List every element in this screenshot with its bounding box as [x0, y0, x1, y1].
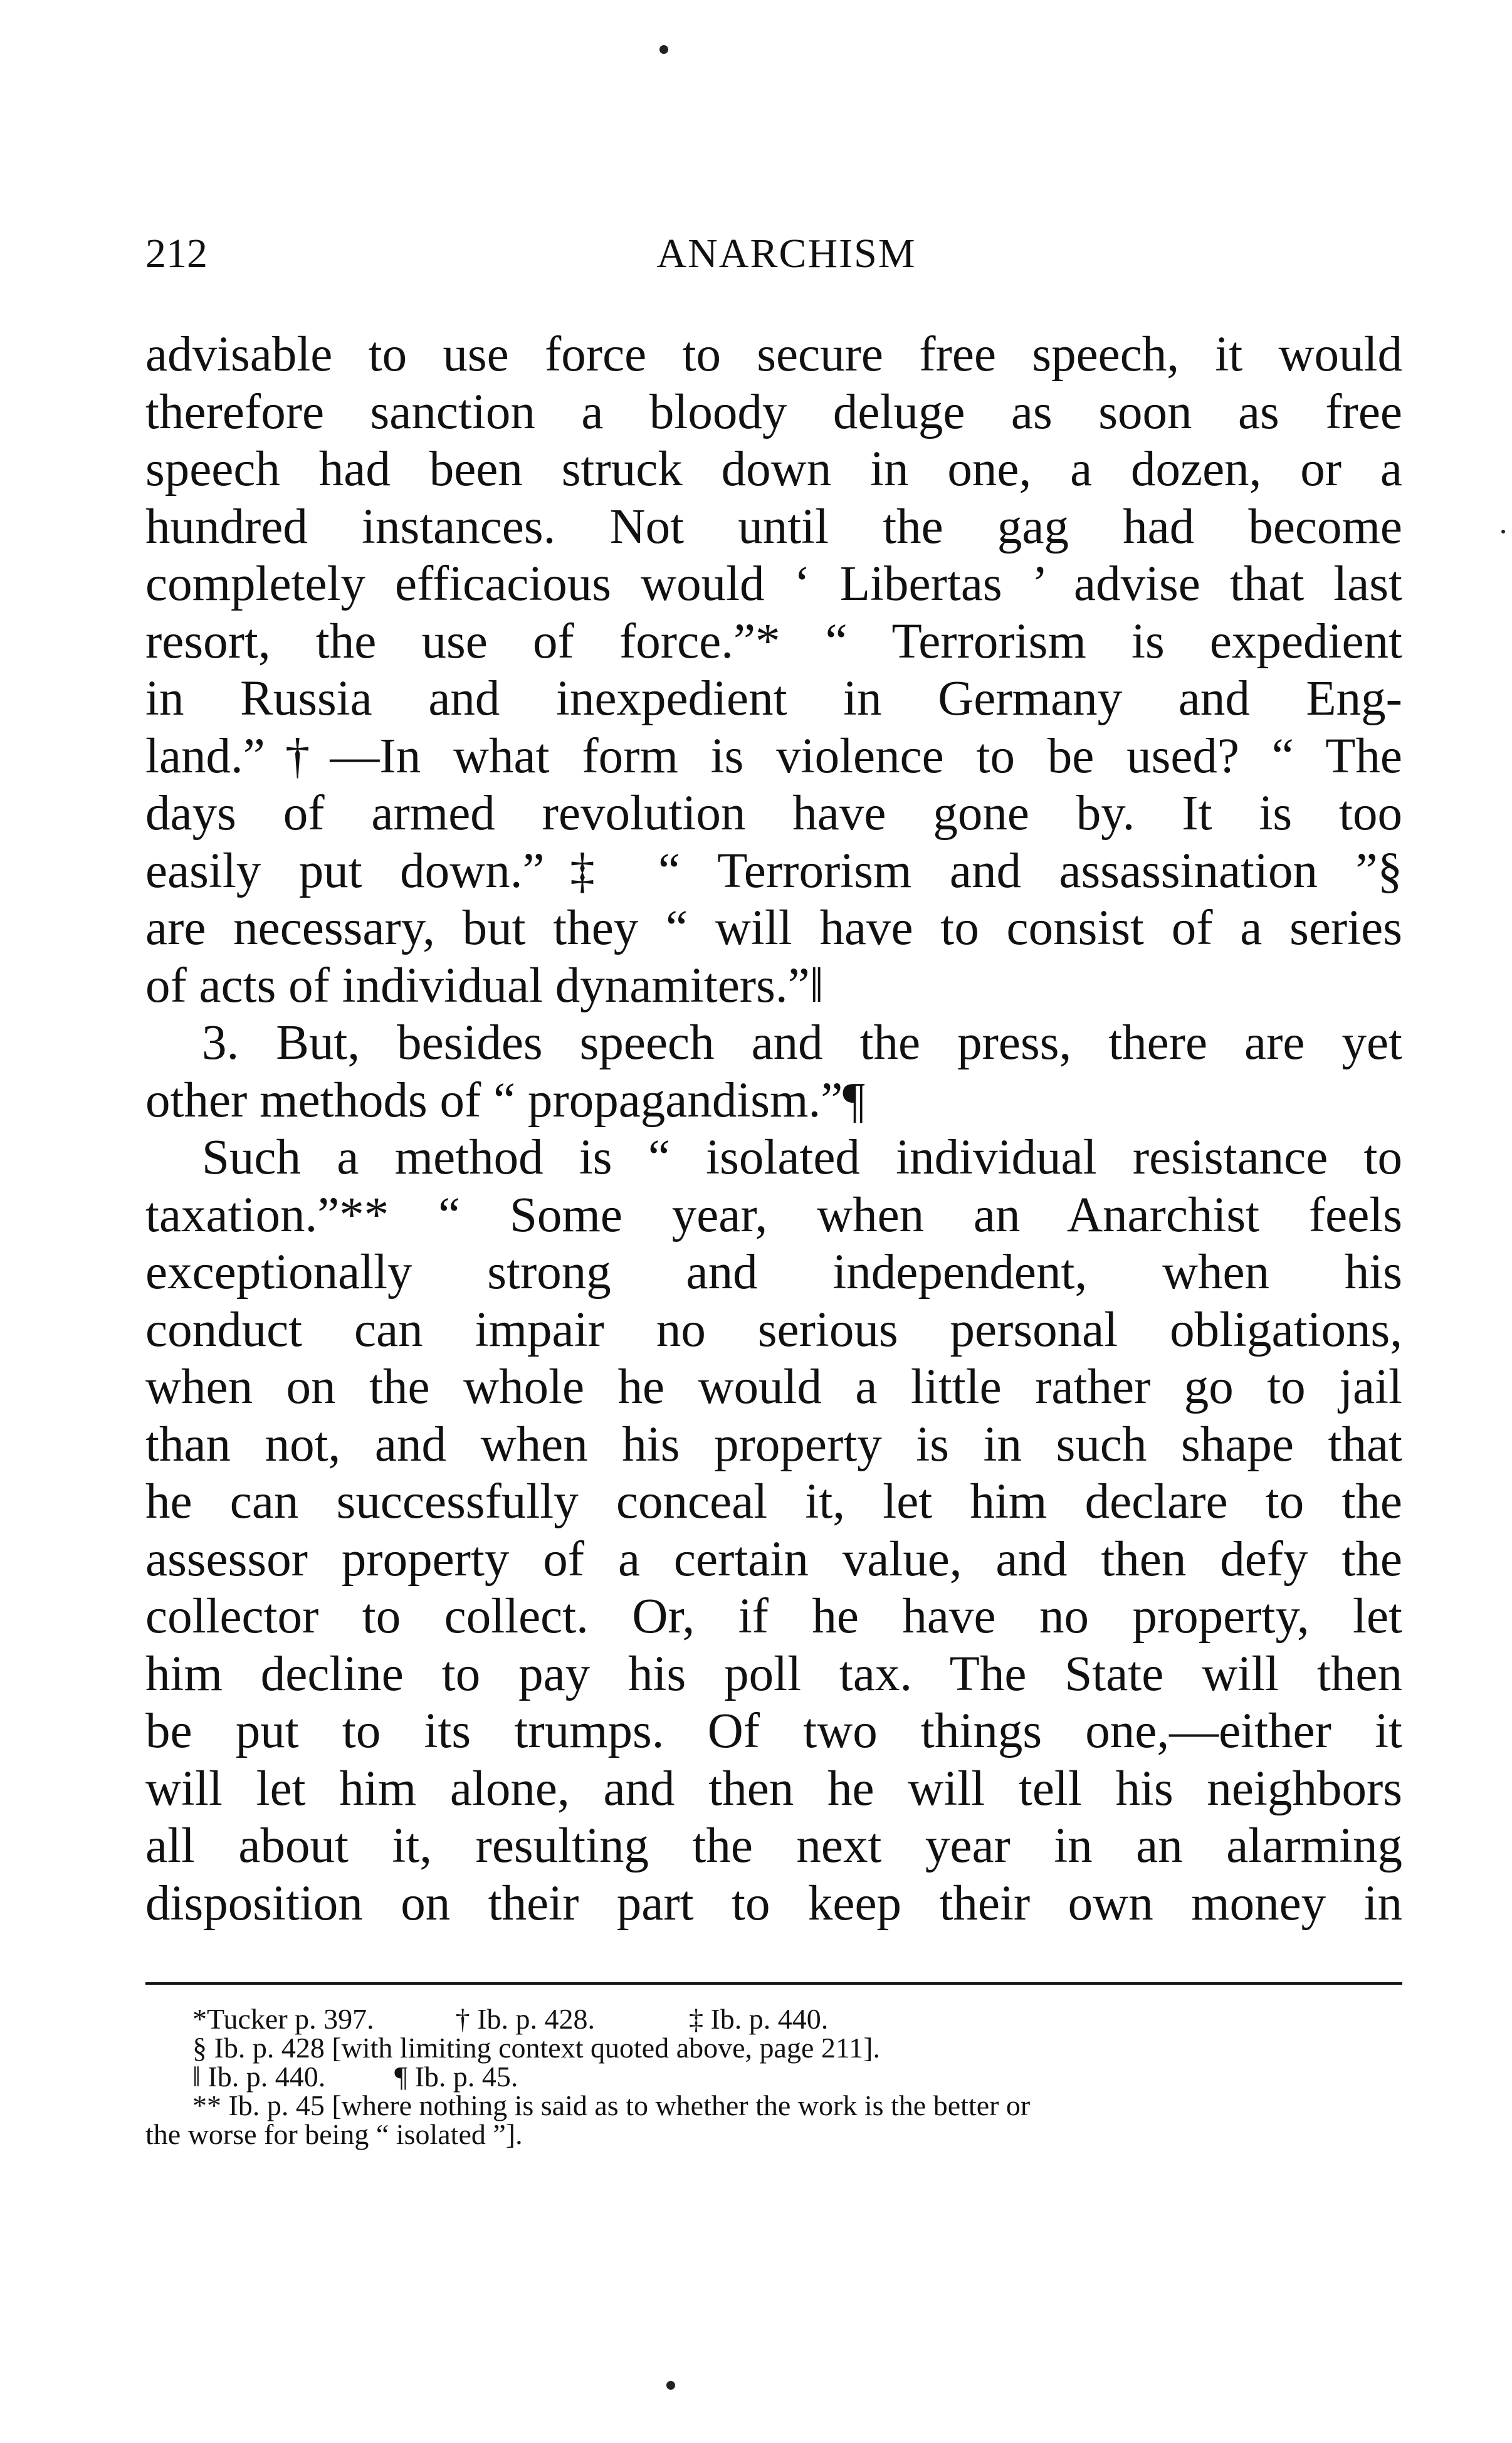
text-line: days of armed revolution have gone by. It is too	[145, 786, 1402, 841]
footnote-ib-440-b: ‖ Ib. p. 440.	[192, 2061, 326, 2093]
text-line: will let him alone, and then he will tell his neighbors	[145, 1761, 1402, 1816]
footnote-ib-45: ¶ Ib. p. 45.	[394, 2061, 518, 2093]
text-line: are necessary, but they “ will have to consist of a series	[145, 901, 1402, 955]
footnote-line	[145, 2062, 1402, 2091]
text-line: advisable to use force to secure free speech, it would	[145, 327, 1402, 382]
footnote-ib-428: † Ib. p. 428.	[455, 2003, 595, 2035]
footnote-line	[145, 2005, 1402, 2034]
text-line: him decline to pay his poll tax. The State will then	[145, 1646, 1402, 1701]
text-line: other methods of “ propagandism.”¶	[145, 1073, 866, 1128]
text-line: he can successfully conceal it, let him declare to the	[145, 1474, 1402, 1529]
footnote-line: § Ib. p. 428 [with limiting context quoted above, page 211].	[192, 2032, 880, 2064]
page-number: 212	[145, 231, 207, 276]
footnote-divider	[145, 1982, 1402, 1985]
text-line: when on the whole he would a little rather go to jail	[145, 1360, 1402, 1414]
text-line: conduct can impair no serious personal obligations,	[145, 1302, 1402, 1357]
text-line: collector to collect. Or, if he have no property, let	[145, 1589, 1402, 1644]
footnote-tucker: *Tucker p. 397.	[192, 2003, 374, 2035]
footnote-ib-440: ‡ Ib. p. 440.	[688, 2003, 829, 2035]
text-line: all about it, resulting the next year in an alarming	[145, 1819, 1402, 1873]
footnote-line: ** Ib. p. 45 [where nothing is said as to whether the work is the better or	[192, 2089, 1031, 2121]
running-head	[145, 226, 1402, 282]
text-line: resort, the use of force.”* “ Terrorism is expedient	[145, 614, 1402, 669]
text-line: assessor property of a certain value, and then defy the	[145, 1531, 1402, 1587]
text-line: Such a method is “ isolated individual resistance to	[202, 1130, 1402, 1185]
text-line: exceptionally strong and independent, when his	[145, 1245, 1402, 1300]
text-line: land.”†—In what form is violence to be used? “ The	[145, 728, 1402, 784]
text-line: speech had been struck down in one, a dozen, or a	[145, 442, 1402, 496]
footnotes	[145, 2005, 1402, 2149]
text-line: taxation.”** “ Some year, when an Anarchist feels	[145, 1187, 1402, 1243]
text-line: disposition on their part to keep their own money in	[145, 1876, 1402, 1931]
text-line: in Russia and inexpedient in Germany and Eng-	[145, 671, 1402, 726]
text-line: hundred instances. Not until the gag had become	[145, 499, 1402, 554]
footnote-line: the worse for being “ isolated ”].	[145, 2118, 523, 2150]
body-text	[145, 326, 1402, 1932]
text-line: of acts of individual dynamiters.”‖	[145, 958, 824, 1013]
page-speck	[1501, 530, 1505, 533]
text-line: easily put down.”‡ “ Terrorism and assassination ”§	[145, 843, 1402, 898]
text-line: be put to its trumps. Of two things one,—either it	[145, 1704, 1402, 1758]
text-line: than not, and when his property is in such shape that	[145, 1417, 1402, 1472]
text-line: 3. But, besides speech and the press, there are yet	[202, 1016, 1402, 1070]
page-speck	[666, 2381, 675, 2390]
text-line: completely efficacious would ‘ Libertas ’ advise that last	[145, 557, 1402, 611]
running-title: ANARCHISM	[656, 231, 916, 276]
text-line: therefore sanction a bloody deluge as soon as free	[145, 384, 1402, 439]
page-speck	[659, 45, 668, 54]
